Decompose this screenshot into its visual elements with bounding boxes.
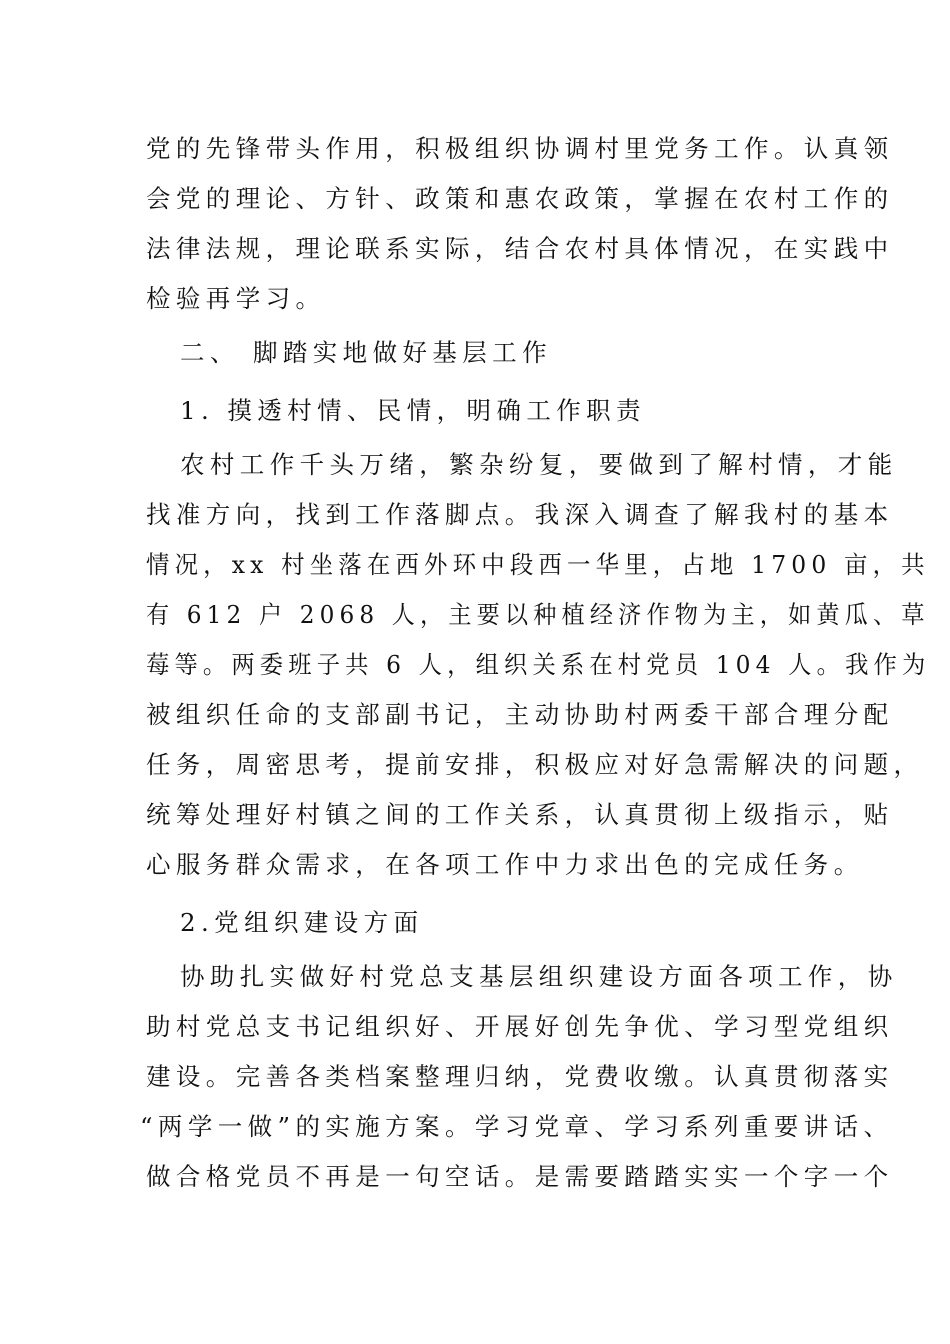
text-line-2: 会党的理论、方针、政策和惠农政策，掌握在农村工作的 bbox=[146, 184, 894, 213]
text-line-1: 党的先锋带头作用，积极组织协调村里党务工作。认真领 bbox=[146, 134, 894, 163]
text-line-18: 助村党总支书记组织好、开展好创先争优、学习型党组织 bbox=[146, 1012, 894, 1041]
text-line-19: 建设。完善各类档案整理归纳，党费收缴。认真贯彻落实 bbox=[146, 1062, 894, 1091]
section-heading-2: 二、 脚踏实地做好基层工作 bbox=[180, 338, 552, 367]
text-line-8: 找准方向，找到工作落脚点。我深入调查了解我村的基本 bbox=[146, 500, 894, 529]
subsection-heading-2: 2.党组织建设方面 bbox=[180, 908, 424, 937]
text-line-3: 法律法规，理论联系实际，结合农村具体情况，在实践中 bbox=[146, 234, 894, 263]
subsection-heading-1: 1. 摸透村情、民情，明确工作职责 bbox=[180, 396, 646, 425]
text-line-15: 心服务群众需求，在各项工作中力求出色的完成任务。 bbox=[146, 850, 864, 879]
text-line-20: “两学一做”的实施方案。学习党章、学习系列重要讲话、 bbox=[140, 1112, 894, 1141]
text-line-9: 情况，xx 村坐落在西外环中段西一华里，占地 1700 亩，共 bbox=[146, 550, 930, 579]
text-line-7: 农村工作千头万绪，繁杂纷复，要做到了解村情，才能 bbox=[180, 450, 898, 479]
text-line-17: 协助扎实做好村党总支基层组织建设方面各项工作，协 bbox=[180, 962, 898, 991]
text-line-4: 检验再学习。 bbox=[146, 284, 326, 313]
text-line-11: 莓等。两委班子共 6 人，组织关系在村党员 104 人。我作为 bbox=[146, 650, 931, 679]
text-line-13: 任务，周密思考，提前安排，积极应对好急需解决的问题， bbox=[146, 750, 924, 779]
text-line-21: 做合格党员不再是一句空话。是需要踏踏实实一个字一个 bbox=[146, 1162, 894, 1191]
text-line-12: 被组织任命的支部副书记，主动协助村两委干部合理分配 bbox=[146, 700, 894, 729]
text-line-14: 统筹处理好村镇之间的工作关系，认真贯彻上级指示，贴 bbox=[146, 800, 894, 829]
text-line-10: 有 612 户 2068 人，主要以种植经济作物为主，如黄瓜、草 bbox=[146, 600, 930, 629]
